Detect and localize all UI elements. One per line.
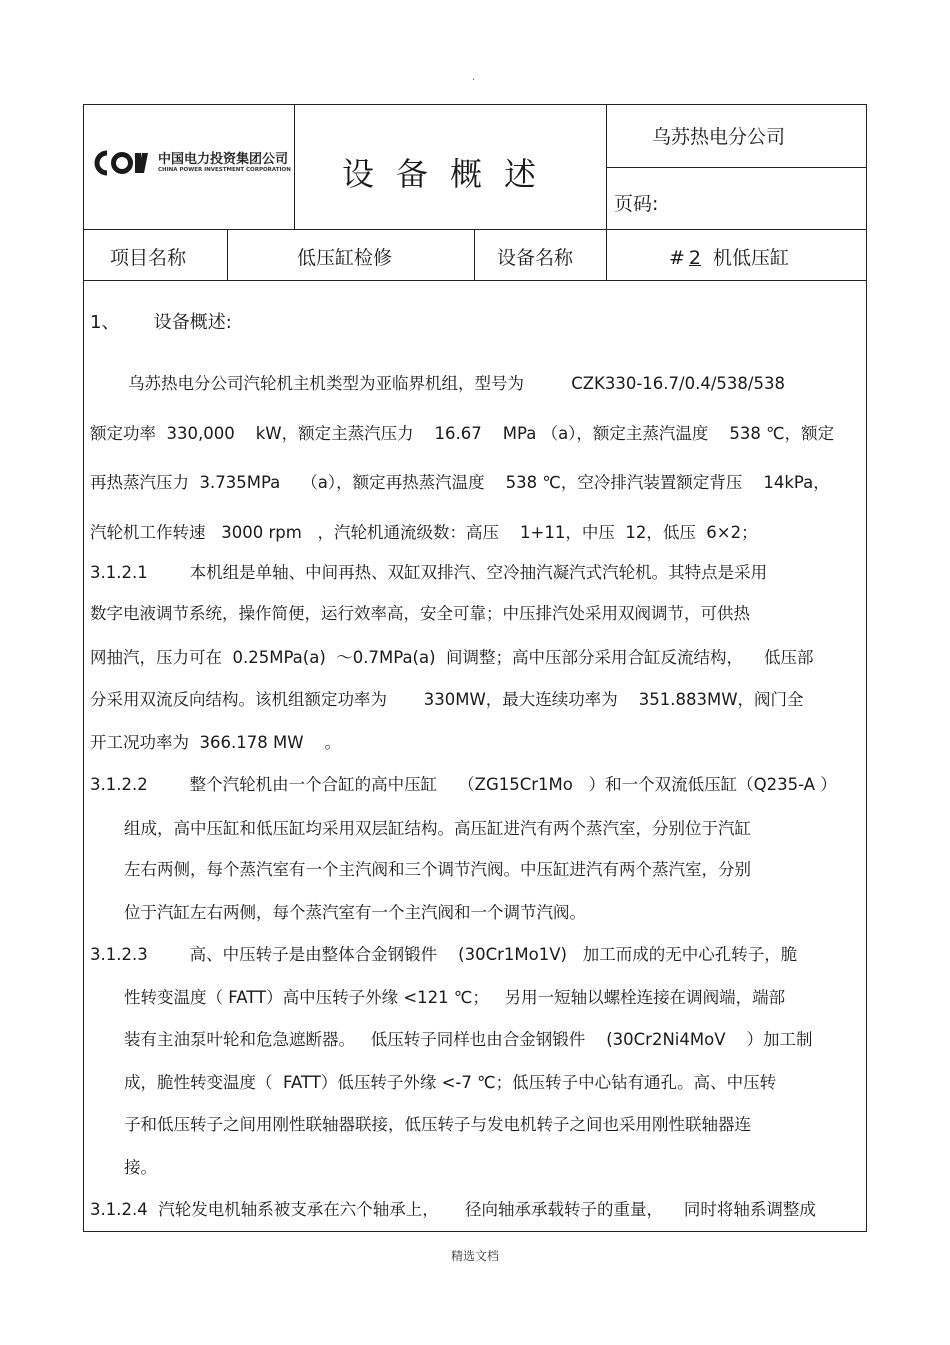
body-line: 性转变温度（ FATT）高中压转子外缘 <121 ℃； 另用一短轴以螺栓连接在调阀端，端部 <box>124 988 786 1007</box>
body-line: 开工况功率为 366.178 MW 。 <box>90 733 341 752</box>
company-divider <box>606 167 866 168</box>
body-line: 网抽汽，压力可在 0.25MPa(a) ～0.7MPa(a) 间调整；高中压部分采用合缸反流结构， 低压部 <box>90 648 814 667</box>
page-dot: . <box>472 72 476 83</box>
body-line: 组成，高中压缸和低压缸均采用双层缸结构。高压缸进汽有两个蒸汽室，分别位于汽缸 <box>124 819 751 838</box>
body-line: 成，脆性转变温度（ FATT）低压转子外缘 <-7 ℃；低压转子中心钻有通孔。高、中压转 <box>124 1073 777 1092</box>
header-bottom-rule <box>84 229 866 230</box>
document-sheet <box>83 104 867 1232</box>
equipment-prefix: # <box>669 247 685 269</box>
logo-english-name: CHINA POWER INVESTMENT CORPORATION <box>158 166 291 173</box>
page-footer: 精选文档 <box>450 1249 499 1263</box>
title-divider <box>606 105 607 280</box>
project-name-value: 低压缸检修 <box>297 247 393 269</box>
project-label-divider <box>227 229 228 280</box>
company-logo <box>94 149 291 177</box>
logo-chinese-name: 中国电力投资集团公司 <box>158 151 289 167</box>
equipment-name-value <box>669 243 789 270</box>
info-bottom-rule <box>84 280 866 281</box>
body-line: 汽轮机工作转速 3000 rpm ，汽轮机通流级数：高压 1+11，中压 12，低压 6×2； <box>90 523 758 542</box>
body-line: 乌苏热电分公司汽轮机主机类型为亚临界机组，型号为 CZK330-16.7/0.4/538/538 <box>128 374 785 393</box>
company-name: 乌苏热电分公司 <box>652 126 786 148</box>
project-value-divider <box>474 229 475 280</box>
body-line: 3.1.2.3 高、中压转子是由整体合金钢锻件 (30Cr1Mo1V) 加工而成的无中心孔转子，脆 <box>90 945 798 964</box>
cpi-logo-icon <box>94 149 152 177</box>
body-line: 接。 <box>124 1158 157 1177</box>
equipment-suffix: 机低压缸 <box>713 247 790 269</box>
equipment-number: 2 <box>688 247 702 269</box>
body-line: 3.1.2.1 本机组是单轴、中间再热、双缸双排汽、空冷抽汽凝汽式汽轮机。其特点是采用 <box>90 563 768 582</box>
page-number-label: 页码: <box>614 193 659 215</box>
body-line: 再热蒸汽压力 3.735MPa （a），额定再热蒸汽温度 538 ℃，空冷排汽装置额定背压 14kPa， <box>90 473 830 492</box>
section-heading: 1、 设备概述: <box>90 312 232 333</box>
body-line: 位于汽缸左右两侧，每个蒸汽室有一个主汽阀和一个调节汽阀。 <box>124 903 586 922</box>
body-line: 3.1.2.4 汽轮发电机轴系被支承在六个轴承上， 径向轴承承载转子的重量， 同时将轴系调整成 <box>90 1200 816 1219</box>
equipment-name-label: 设备名称 <box>497 247 574 269</box>
body-line: 左右两侧，每个蒸汽室有一个主汽阀和三个调节汽阀。中压缸进汽有两个蒸汽室，分别 <box>124 860 751 879</box>
project-name-label: 项目名称 <box>110 247 187 269</box>
body-line: 3.1.2.2 整个汽轮机由一个合缸的高中压缸 （ZG15Cr1Mo ）和一个双流低压缸（Q235-A ） <box>90 775 837 794</box>
body-line: 数字电液调节系统，操作简便，运行效率高，安全可靠；中压排汽处采用双阀调节，可供热 <box>90 604 750 623</box>
body-line: 子和低压转子之间用刚性联轴器联接，低压转子与发电机转子之间也采用刚性联轴器连 <box>124 1115 751 1134</box>
body-line: 额定功率 330,000 kW，额定主蒸汽压力 16.67 MPa （a），额定主蒸汽温度 538 ℃，额定 <box>90 424 835 443</box>
body-line: 分采用双流反向结构。该机组额定功率为 330MW，最大连续功率为 351.883MW，阀门全 <box>90 690 804 709</box>
body-line: 装有主油泵叶轮和危急遮断器。 低压转子同样也由合金钢锻件 (30Cr2Ni4MoV ）加工制 <box>124 1030 813 1049</box>
document-title: 设备概述 <box>341 155 558 193</box>
